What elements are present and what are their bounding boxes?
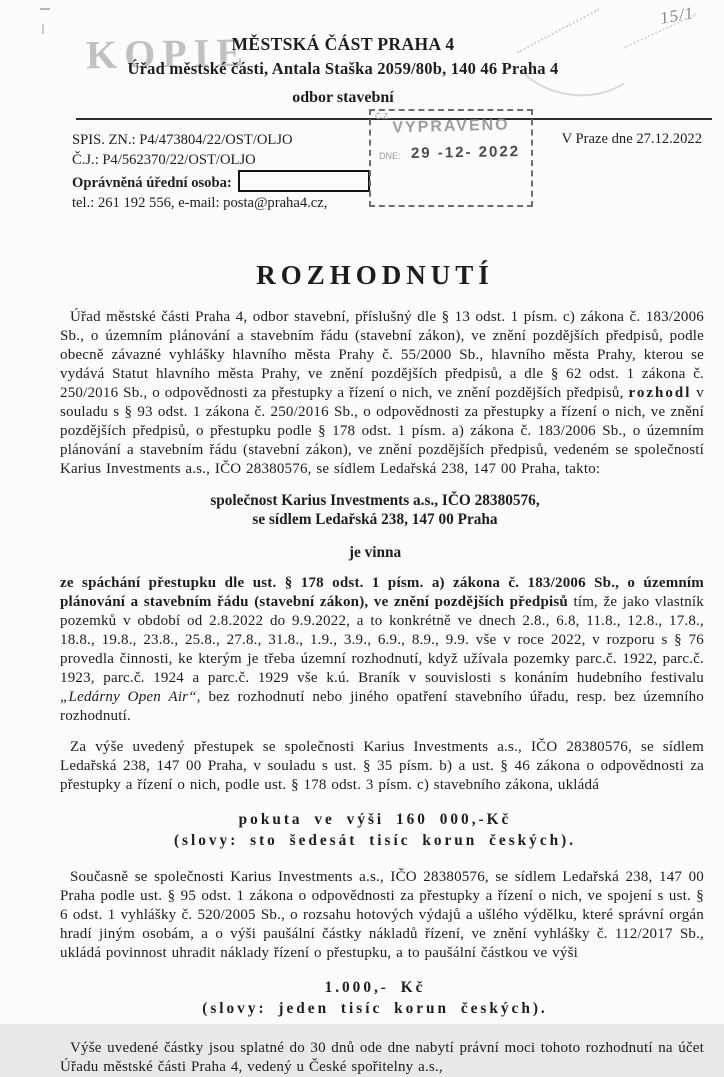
reference-block (72, 130, 370, 213)
document-title: ROZHODNUTÍ (256, 260, 494, 290)
dispatch-stamp-title: VYPRAVENO (392, 116, 510, 137)
para-offense: ze spáchání přestupku dle ust. § 178 odst. 1 písm. a) zákona č. 183/2006 Sb., o územním plánování a stavebním řádu (stavební zákon), ve znění pozdějších předpisů tím, že jako vlastník pozemků v období od 2.8.2022 do 9.9.2022, a to konkrétně ve dnech 2.8., 6.8, 11.8., 12.8., 17.8., 18.8., 19.8., 23.8., 25.8., 27.8., 31.8., 1.9., 3.9., 6.9., 8.9., 9.9. vše v roce 2022, v rozporu s § 76 provedla činnosti, ke kterým je třeba územní rozhodnutí, když užívala pozemky parc.č. 1922, parc.č. 1923, parc.č. 1924 a parc.č. 1929 vše k.ú. Braník v souvislosti s konáním hudebního festivalu „Ledárny Open Air“, bez rozhodnutí nebo jiného opatření stavebního úřadu, resp. bez územního rozhodnutí. (60, 575, 704, 724)
authority-name: MĚSTSKÁ ČÁST PRAHA 4 (231, 34, 455, 54)
cost-amount-line: 1.000,- Kč (324, 979, 426, 996)
scan-corner-mark (42, 24, 44, 34)
dispatch-date-stamp: 29 -12- 2022 (410, 143, 521, 162)
scan-corner-mark (40, 8, 50, 10)
company-name-line: společnost Karius Investments a.s., IČO 28380576, (210, 492, 540, 509)
para-costs-intro: Současně se společnosti Karius Investments a.s., IČO 28380576, se sídlem Ledařská 238, 147 00 Praha podle ust. § 95 odst. 1 zákona o odpovědnosti za přestupky a řízení o nich, ve spojení s ust. § 6 odst. 1 vyhlášky č. 520/2005 Sb., o rozsahu hotových výdajů a ušlého výdělku, které správní orgán hradí jiným osobám, a o výši paušální částky nákladů řízení, ve znění vyhlášky č. 112/2017 Sb., ukládá povinnost uhradit náklady řízení o přestupku, a to paušální částkou ve výši (60, 869, 704, 961)
para-fine-intro: Za výše uvedený přestupek se společnosti Karius Investments a.s., IČO 28380576, se sídlem Ledařská 238, 147 00 Praha, v souladu s ust. § 35 písm. b) a ust. § 46 zákona o odpovědnosti za přestupky a řízení o nich, podle ust. § 178 odst. 3 písm. c) stavebního zákona, ukládá (60, 739, 704, 793)
decision-body (60, 260, 704, 1077)
dispatch-stamp (369, 109, 533, 207)
official-person-line (72, 170, 370, 193)
handwritten-page-number: 15/1 (658, 3, 696, 28)
official-person-label: Oprávněná úřední osoba: (72, 175, 232, 191)
redaction-box (238, 170, 370, 192)
verdict-line: je vinna (348, 544, 402, 561)
department-name: odbor stavební (292, 89, 394, 106)
dispatch-cz-label: Č.Z. (375, 112, 391, 121)
dispatch-dne-label: DNE: (379, 151, 401, 161)
file-number-spis-zn: SPIS. ZN.: P4/473804/22/OST/OLJO (72, 132, 293, 148)
place-and-date: V Praze dne 27.12.2022 (561, 131, 702, 147)
company-address-line: se sídlem Ledařská 238, 147 00 Praha (252, 511, 498, 528)
cost-words-line: (slovy: jeden tisíc korun českých). (202, 1000, 548, 1017)
para-intro: Úřad městské části Praha 4, odbor stavební, příslušný dle § 13 odst. 1 písm. c) zákona č. 183/2006 Sb., o územním plánování a stavebním řádu (stavební zákon), ve znění pozdějších předpisů, podle obecně závazné vyhlášky hlavního města Prahy č. 55/2000 Sb., hlavního města Prahy, kterou se vydává Statut hlavního města Prahy, ve znění pozdějších předpisů, a dle § 62 odst. 1 zákona č. 250/2016 Sb., o odpovědnosti za přestupky a řízení o nich, ve znění pozdějších předpisů, rozhodl v souladu s § 93 odst. 1 zákona č. 250/2016 Sb., o odpovědnosti za přestupky a řízení o nich, ve znění pozdějších předpisů, o přestupku podle § 178 odst. 1 písm. a) zákona č. 183/2006 Sb., o územním plánování a stavebním řádu (stavební zákon), ve znění pozdějších předpisů, vedeném se společností Karius Investments a.s., IČO 28380576, se sídlem Ledařská 238, 147 00 Praha, takto: (60, 309, 705, 477)
file-number-cj: Č.J.: P4/562370/22/OST/OLJO (72, 152, 256, 168)
kopie-stamp: KOPIE (85, 29, 251, 78)
para-payment-due: Výše uvedené částky jsou splatné do 30 dnů ode dne nabytí právní moci tohoto rozhodnutí na účet Úřadu městské části Praha 4, vedený u České spořitelny a.s., (60, 1040, 704, 1075)
letterhead (60, 34, 626, 107)
office-address: Úřad městské části, Antala Staška 2059/80b, 140 46 Praha 4 (127, 59, 559, 78)
contact-line: tel.: 261 192 556, e-mail: posta@praha4.cz, (72, 195, 328, 211)
fine-words-line: (slovy: sto šedesát tisíc korun českých). (173, 832, 577, 849)
fine-amount-line: pokuta ve výši 160 000,-Kč (238, 811, 512, 828)
